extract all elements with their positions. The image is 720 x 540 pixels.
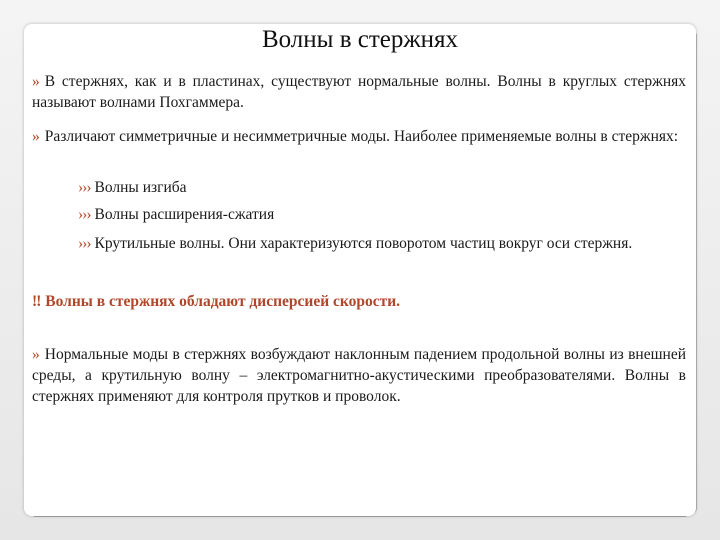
sub-bullet-marker: ››› [78, 179, 91, 196]
slide-title: Волны в стержнях [261, 26, 459, 53]
paragraph-modes [32, 126, 686, 147]
sub-item-compression [78, 204, 686, 225]
paragraph-rod-waves [32, 71, 686, 113]
paragraph-text: Нормальные моды в стержнях возбуждают наклонным падением продольной волны из внешней среды, а крутильную волну – электромагнитно-акустическими преобразователями. Волны в стержнях применяют для контроля прутков и проволок. [32, 346, 686, 405]
bullet-marker: » [32, 73, 40, 90]
sub-bullet-marker: ››› [78, 235, 91, 252]
highlight-text: Волны в стержнях обладают дисперсией скорости. [45, 293, 401, 310]
sub-item-text: Волны изгиба [94, 179, 187, 196]
alert-icon: ‼ [32, 293, 42, 310]
sub-item-torsion [78, 233, 686, 254]
paragraph-text: Различают симметричные и несимметричные моды. Наиболее применяемые волны в стержнях: [44, 128, 679, 145]
paragraph-excitation [32, 344, 686, 407]
sub-bullet-marker: ››› [78, 206, 91, 223]
sub-item-text: Крутильные волны. Они характеризуются поворотом частиц вокруг оси стержня. [94, 235, 633, 252]
paragraph-text: В стержнях, как и в пластинах, существуют нормальные волны. Волны в круглых стержнях называют волнами Похгаммера. [32, 73, 686, 111]
dispersion-highlight [32, 293, 686, 311]
sub-item-text: Волны расширения-сжатия [94, 206, 275, 223]
sub-item-bending [78, 177, 686, 198]
bullet-marker: » [32, 346, 40, 363]
bullet-marker: » [32, 128, 40, 145]
